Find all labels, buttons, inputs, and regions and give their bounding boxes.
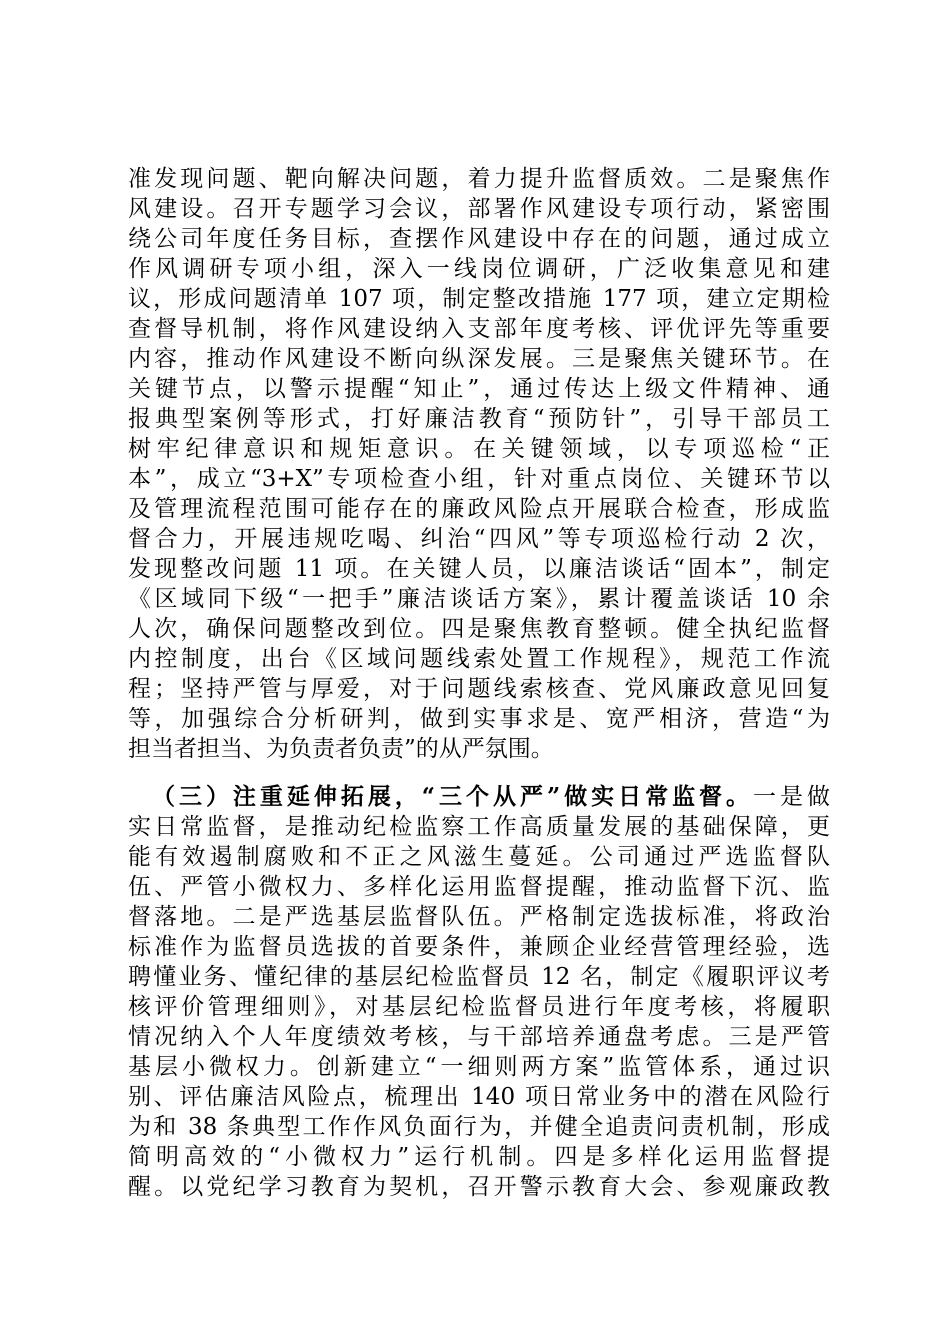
text-line: 报典型案例等形式，打好廉洁教育“预防针”，引导干部员工 xyxy=(128,406,830,432)
text-line: 能有效遏制腐败和不正之风滋生蔓延。公司通过严选监督队 xyxy=(128,844,830,870)
text-line: 关键节点，以警示提醒“知止”，通过传达上级文件精神、通 xyxy=(128,376,830,402)
text-line: 实日常监督，是推动纪检监察工作高质量发展的基础保障，更 xyxy=(128,814,830,840)
section-heading: （三）注重延伸拓展，“三个从严”做实日常监督。 xyxy=(148,783,754,810)
text-line: 内控制度，出台《区域问题线索处置工作规程》，规范工作流 xyxy=(128,646,830,672)
text-line: 树牢纪律意识和规矩意识。在关键领域，以专项巡检“正 xyxy=(128,436,830,462)
text-line: 聘懂业务、懂纪律的基层纪检监督员 12 名，制定《履职评议考 xyxy=(128,964,830,990)
text-line: 查督导机制，将作风建设纳入支部年度考核、评优评先等重要 xyxy=(128,316,830,342)
text-line: 醒。以党纪学习教育为契机，召开警示教育大会、参观廉政教 xyxy=(128,1174,830,1200)
text-line: 核评价管理细则》，对基层纪检监督员进行年度考核，将履职 xyxy=(128,994,830,1020)
text-line: 绕公司年度任务目标，查摆作风建设中存在的问题，通过成立 xyxy=(128,226,830,252)
paragraph-gap xyxy=(128,764,830,782)
text-line: 别、评估廉洁风险点，梳理出 140 项日常业务中的潜在风险行 xyxy=(128,1084,830,1110)
text-line: 伍、严管小微权力、多样化运用监督提醒，推动监督下沉、监 xyxy=(128,874,830,900)
document-body xyxy=(128,164,830,1202)
text-line: 为和 38 条典型工作作风负面行为，并健全追责问责机制，形成 xyxy=(128,1114,830,1140)
text-line: 担当者担当、为负责者负责”的从严氛围。 xyxy=(128,736,554,762)
text-line: 督合力，开展违规吃喝、纠治“四风”等专项巡检行动 2 次， xyxy=(128,526,830,552)
heading-trailing-text: 一是做 xyxy=(753,784,830,810)
text-line: 及管理流程范围可能存在的廉政风险点开展联合检查，形成监 xyxy=(128,496,830,522)
text-line: 风建设。召开专题学习会议，部署作风建设专项行动，紧密围 xyxy=(128,196,830,222)
text-line: 督落地。二是严选基层监督队伍。严格制定选拔标准，将政治 xyxy=(128,904,830,930)
paragraph-2 xyxy=(128,782,830,1202)
text-line: 人次，确保问题整改到位。四是聚焦教育整顿。健全执纪监督 xyxy=(128,616,830,642)
text-line: 标准作为监督员选拔的首要条件，兼顾企业经营管理经验，选 xyxy=(128,934,830,960)
paragraph-1 xyxy=(128,164,830,764)
text-line: 等，加强综合分析研判，做到实事求是、宽严相济，营造“为 xyxy=(128,706,830,732)
text-line: 发现整改问题 11 项。在关键人员，以廉洁谈话“固本”，制定 xyxy=(128,556,830,582)
text-line: 程；坚持严管与厚爱，对于问题线索核查、党风廉政意见回复 xyxy=(128,676,830,702)
text-line: 本”，成立“3+X”专项检查小组，针对重点岗位、关键环节以 xyxy=(128,466,830,492)
text-line: 作风调研专项小组，深入一线岗位调研，广泛收集意见和建 xyxy=(128,256,830,282)
text-line: 情况纳入个人年度绩效考核，与干部培养通盘考虑。三是严管 xyxy=(128,1024,830,1050)
text-line: 简明高效的“小微权力”运行机制。四是多样化运用监督提 xyxy=(128,1144,830,1170)
text-line: 基层小微权力。创新建立“一细则两方案”监管体系，通过识 xyxy=(128,1054,830,1080)
text-line: 《区域同下级“一把手”廉洁谈话方案》，累计覆盖谈话 10 余 xyxy=(128,586,830,612)
text-line: 内容，推动作风建设不断向纵深发展。三是聚焦关键环节。在 xyxy=(128,346,830,372)
text-line: 准发现问题、靶向解决问题，着力提升监督质效。二是聚焦作 xyxy=(128,166,830,192)
text-line: 议，形成问题清单 107 项，制定整改措施 177 项，建立定期检 xyxy=(128,286,830,312)
text-line-first xyxy=(128,782,830,812)
